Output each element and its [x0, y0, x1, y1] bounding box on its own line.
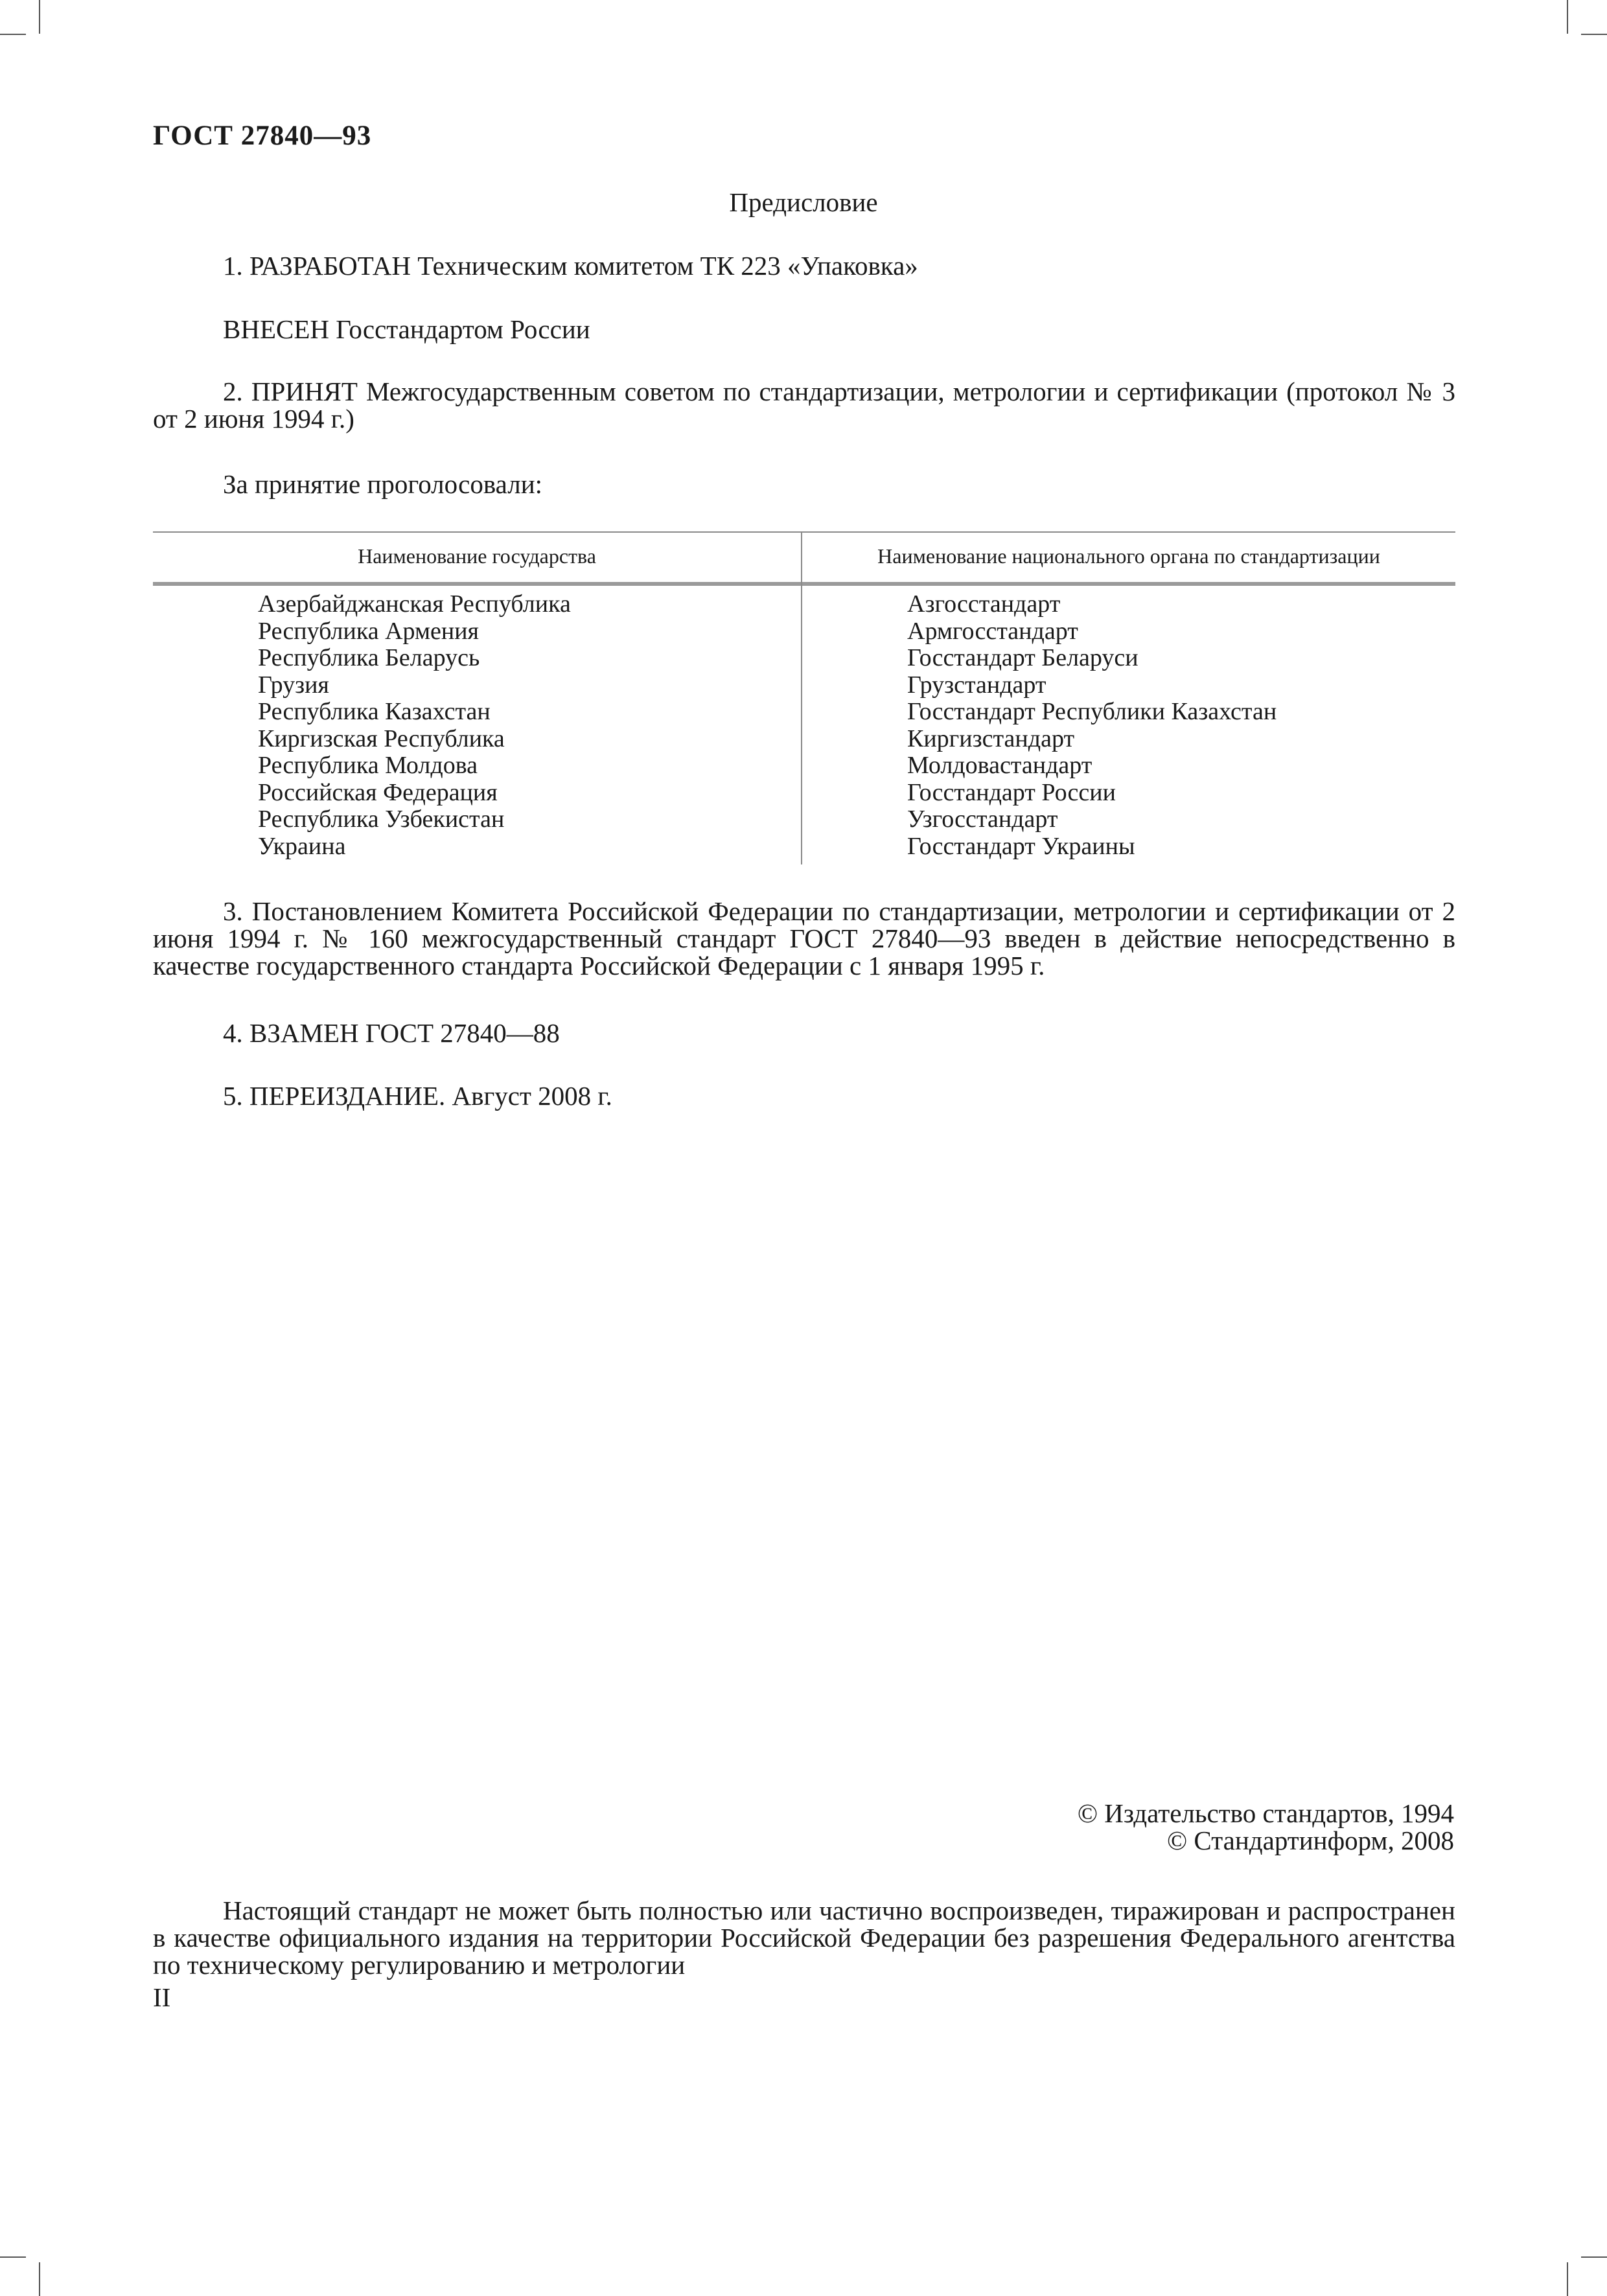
foreword-item-2: 2. ПРИНЯТ Межгосударственным советом по стандартизации, метрологии и сертификации (протокол № 3 от 2 июня 1994 г.) — [153, 377, 1455, 434]
table-cell-state: Российская Федерация — [258, 778, 498, 806]
crop-mark — [1581, 2256, 1607, 2258]
table-cell-state: Республика Казахстан — [258, 698, 491, 725]
crop-mark — [1567, 2262, 1568, 2296]
table-cell-body: Киргизстандарт — [907, 725, 1075, 752]
table-cell-state: Республика Армения — [258, 617, 480, 645]
crop-mark — [0, 2256, 26, 2258]
table-column-bodies — [907, 591, 1277, 860]
foreword-item-2b: За принятие проголосовали: — [223, 469, 543, 499]
copyright-line: © Стандартинформ, 2008 — [1167, 1826, 1454, 1855]
document-code: ГОСТ 27840—93 — [153, 121, 372, 151]
table-cell-body: Госстандарт Украины — [907, 832, 1135, 860]
table-column-divider — [801, 532, 802, 864]
table-cell-body: Госстандарт России — [907, 778, 1116, 806]
table-cell-state: Украина — [258, 832, 346, 860]
table-cell-state: Республика Узбекистан — [258, 806, 505, 833]
foreword-item-1b: ВНЕСЕН Госстандартом России — [223, 314, 590, 344]
crop-mark — [0, 34, 26, 35]
copyright-block — [1078, 1800, 1454, 1854]
foreword-item-4: 4. ВЗАМЕН ГОСТ 27840—88 — [223, 1018, 560, 1048]
table-cell-body: Молдовастандарт — [907, 752, 1093, 779]
foreword-title: Предисловие — [729, 187, 878, 217]
table-cell-body: Госстандарт Республики Казахстан — [907, 698, 1277, 725]
table-cell-state: Киргизская Республика — [258, 725, 505, 752]
table-cell-state: Грузия — [258, 671, 329, 699]
crop-mark — [39, 0, 40, 34]
reproduction-notice: Настоящий стандарт не может быть полностью или частично воспроизведен, тиражирован и распространен в качестве официального издания на территории Российской Федерации без разрешения Федерального агентства по техническому регулированию и метрологии — [153, 1896, 1455, 1980]
table-cell-state: Республика Молдова — [258, 752, 478, 779]
crop-mark — [39, 2262, 40, 2296]
foreword-item-1: 1. РАЗРАБОТАН Техническим комитетом ТК 223 «Упаковка» — [223, 251, 918, 281]
table-cell-body: Узгосстандарт — [907, 806, 1058, 833]
table-column-states — [258, 591, 571, 860]
table-cell-state: Азербайджанская Республика — [258, 590, 571, 618]
table-cell-body: Азгосстандарт — [907, 590, 1061, 618]
table-header-body: Наименование национального органа по стандартизации — [877, 544, 1380, 568]
foreword-item-3: 3. Постановлением Комитета Российской Федерации по стандартизации, метрологии и сертификации от 2 июня 1994 г. № 160 межгосударственный стандарт ГОСТ 27840—93 введен в действие непосредственно в качестве государственного стандарта Российской Федерации с 1 января 1995 г. — [153, 896, 1455, 980]
crop-mark — [1581, 34, 1607, 35]
page-number: II — [153, 1982, 171, 2012]
foreword-item-5: 5. ПЕРЕИЗДАНИЕ. Август 2008 г. — [223, 1081, 612, 1111]
copyright-line: © Издательство стандартов, 1994 — [1077, 1798, 1454, 1828]
table-cell-state: Республика Беларусь — [258, 644, 480, 671]
table-cell-body: Госстандарт Беларуси — [907, 644, 1139, 671]
table-top-rule — [153, 531, 1455, 533]
crop-mark — [1567, 0, 1568, 34]
table-header-rule — [153, 582, 1455, 586]
table-cell-body: Армгосстандарт — [907, 617, 1078, 645]
table-header-state: Наименование государства — [358, 544, 596, 568]
table-cell-body: Грузстандарт — [907, 671, 1046, 699]
